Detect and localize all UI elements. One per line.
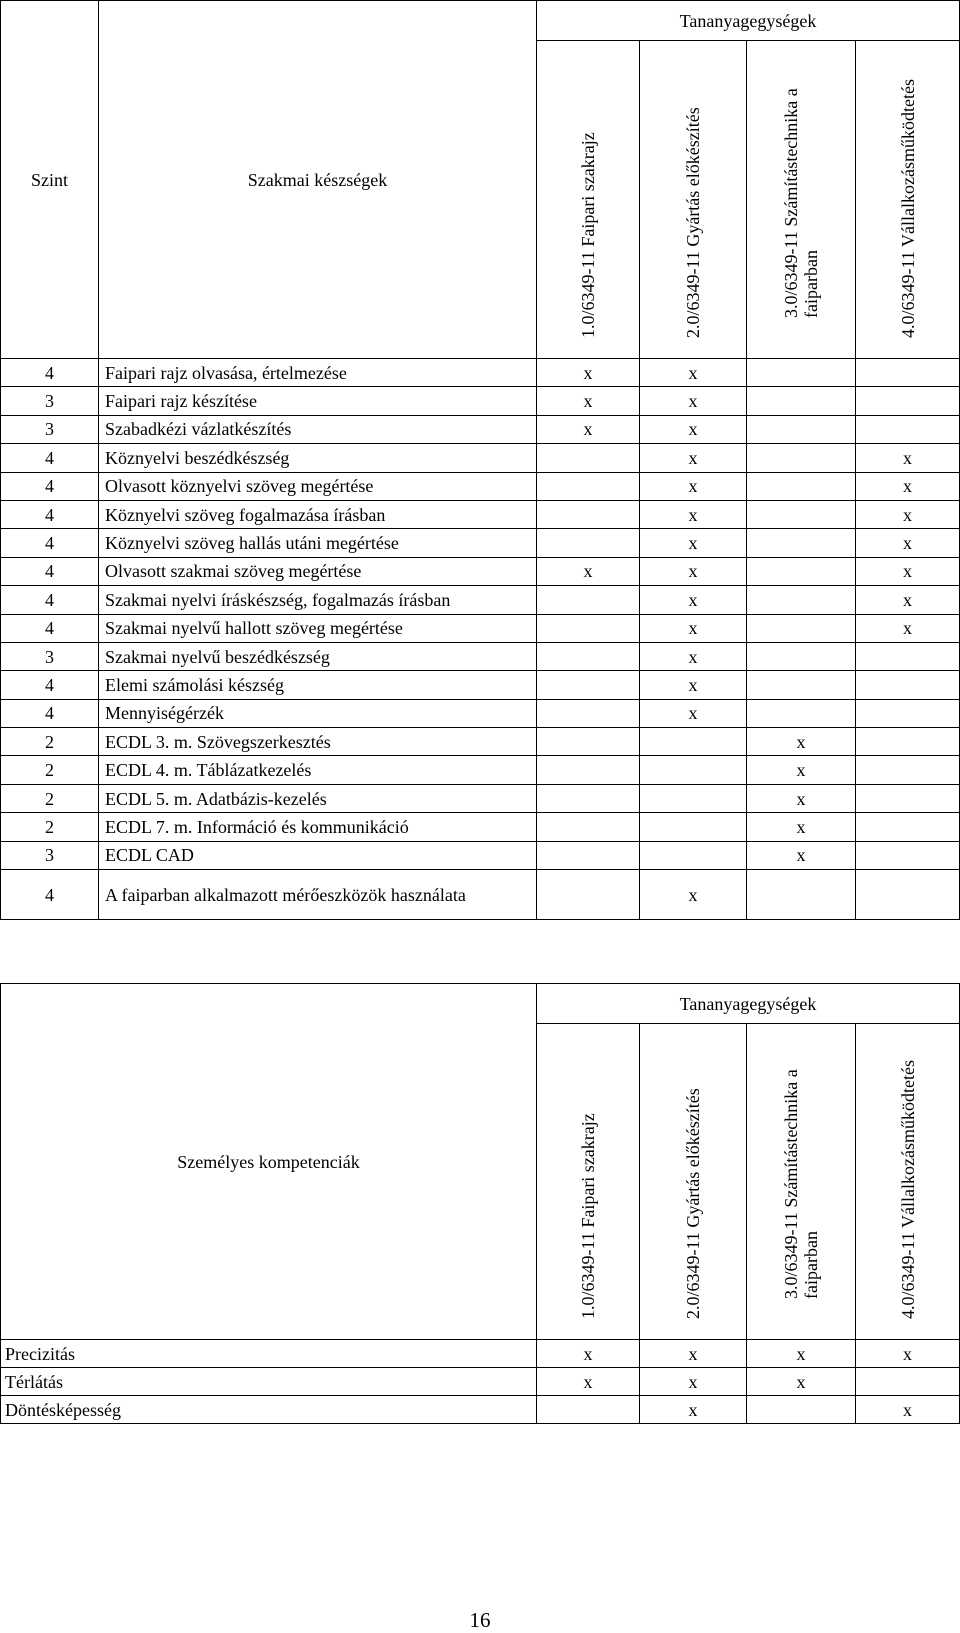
mark-cell: x: [640, 415, 747, 443]
table-row: [1, 870, 960, 920]
table-row: [1, 642, 960, 670]
module-header-4: [856, 41, 960, 359]
mark-cell: x: [640, 1368, 747, 1396]
mark-cell: [640, 728, 747, 756]
mark-cell: [747, 359, 856, 387]
mark-cell: x: [640, 387, 747, 415]
skill-cell: Faipari rajz olvasása, értelmezése: [99, 359, 537, 387]
skill-cell: ECDL 4. m. Táblázatkezelés: [99, 756, 537, 784]
skill-cell: Elemi számolási készség: [99, 671, 537, 699]
mark-cell: [856, 1368, 960, 1396]
table-row: [1, 756, 960, 784]
competency-cell: Térlátás: [1, 1368, 537, 1396]
table-row: [1, 415, 960, 443]
mark-cell: x: [856, 586, 960, 614]
mark-cell: x: [640, 586, 747, 614]
mark-cell: x: [640, 699, 747, 727]
mark-cell: x: [640, 642, 747, 670]
skill-cell: Szabadkézi vázlatkészítés: [99, 415, 537, 443]
skill-cell: Szakmai nyelvű hallott szöveg megértése: [99, 614, 537, 642]
table-row: [1, 671, 960, 699]
table-row: [1, 699, 960, 727]
mark-cell: [537, 870, 640, 920]
mark-cell: x: [640, 444, 747, 472]
skill-cell: Olvasott köznyelvi szöveg megértése: [99, 472, 537, 500]
module-header-label: 3.0/6349-11 Számítástechnika a: [781, 88, 801, 318]
mark-cell: x: [640, 500, 747, 528]
module-header-1: [537, 1024, 640, 1340]
mark-cell: [537, 784, 640, 812]
personal-competencies-table: [0, 983, 960, 1424]
mark-cell: x: [856, 1340, 960, 1368]
mark-cell: [747, 529, 856, 557]
level-cell: 2: [1, 756, 99, 784]
mark-cell: [747, 1396, 856, 1424]
module-header-label-line2: faiparban: [801, 1231, 821, 1299]
mark-cell: x: [747, 813, 856, 841]
module-header-1: [537, 41, 640, 359]
mark-cell: [640, 756, 747, 784]
level-cell: 4: [1, 557, 99, 585]
mark-cell: x: [747, 1340, 856, 1368]
module-header-2: [640, 41, 747, 359]
skill-cell: ECDL 5. m. Adatbázis-kezelés: [99, 784, 537, 812]
mark-cell: [747, 557, 856, 585]
level-cell: 4: [1, 870, 99, 920]
module-header-label: 1.0/6349-11 Faipari szakrajz: [578, 132, 598, 338]
skill-cell: ECDL 7. m. Információ és kommunikáció: [99, 813, 537, 841]
mark-cell: x: [856, 500, 960, 528]
mark-cell: [856, 870, 960, 920]
skill-cell: Köznyelvi szöveg hallás utáni megértése: [99, 529, 537, 557]
mark-cell: x: [747, 1368, 856, 1396]
mark-cell: x: [856, 444, 960, 472]
mark-cell: [747, 671, 856, 699]
level-cell: 4: [1, 444, 99, 472]
skill-cell: Mennyiségérzék: [99, 699, 537, 727]
mark-cell: [747, 614, 856, 642]
table-row: [1, 557, 960, 585]
level-cell: 3: [1, 387, 99, 415]
mark-cell: [856, 813, 960, 841]
table-row: [1, 1396, 960, 1424]
skill-cell: Köznyelvi szöveg fogalmazása írásban: [99, 500, 537, 528]
mark-cell: [747, 444, 856, 472]
module-header-4: [856, 1024, 960, 1340]
mark-cell: [747, 586, 856, 614]
skill-cell: Faipari rajz készítése: [99, 387, 537, 415]
level-cell: 4: [1, 614, 99, 642]
level-cell: 4: [1, 500, 99, 528]
mark-cell: x: [747, 784, 856, 812]
mark-cell: [856, 642, 960, 670]
mark-cell: x: [537, 415, 640, 443]
competency-cell: Döntésképesség: [1, 1396, 537, 1424]
mark-cell: [537, 444, 640, 472]
competency-rows: [1, 1340, 960, 1424]
table-row: [1, 614, 960, 642]
mark-cell: [537, 728, 640, 756]
mark-cell: [537, 472, 640, 500]
mark-cell: x: [640, 359, 747, 387]
skills-rows: [1, 359, 960, 870]
mark-cell: [537, 1396, 640, 1424]
mark-cell: x: [640, 870, 747, 920]
mark-cell: x: [856, 1396, 960, 1424]
level-cell: 3: [1, 841, 99, 869]
group-header: Tananyagegységek: [537, 1, 960, 41]
table-row: [1, 586, 960, 614]
mark-cell: [537, 813, 640, 841]
level-cell: 2: [1, 728, 99, 756]
table-row: [1, 784, 960, 812]
skill-cell: Szakmai nyelvű beszédkészség: [99, 642, 537, 670]
mark-cell: x: [856, 557, 960, 585]
mark-cell: [537, 699, 640, 727]
table-row: [1, 1368, 960, 1396]
module-header-label-line2: faiparban: [801, 250, 821, 318]
table-row: [1, 813, 960, 841]
module-header-label: 1.0/6349-11 Faipari szakrajz: [578, 1113, 598, 1319]
module-header-3: [747, 1024, 856, 1340]
mark-cell: x: [640, 529, 747, 557]
mark-cell: x: [856, 472, 960, 500]
mark-cell: x: [537, 557, 640, 585]
mark-cell: [856, 671, 960, 699]
mark-cell: x: [640, 557, 747, 585]
mark-cell: [747, 500, 856, 528]
skill-cell: ECDL 3. m. Szövegszerkesztés: [99, 728, 537, 756]
mark-cell: x: [640, 1340, 747, 1368]
module-header-label: 2.0/6349-11 Gyártás előkészítés: [683, 1088, 703, 1319]
skill-cell: Szakmai nyelvi íráskészség, fogalmazás írásban: [99, 586, 537, 614]
mark-cell: [537, 642, 640, 670]
table-row: [1, 444, 960, 472]
table-row: [1, 387, 960, 415]
mark-cell: [640, 841, 747, 869]
mark-cell: [537, 671, 640, 699]
mark-cell: x: [856, 529, 960, 557]
level-cell: 4: [1, 529, 99, 557]
mark-cell: x: [640, 1396, 747, 1424]
level-cell: 4: [1, 699, 99, 727]
mark-cell: [747, 415, 856, 443]
mark-cell: [856, 784, 960, 812]
skill-cell: Olvasott szakmai szöveg megértése: [99, 557, 537, 585]
mark-cell: x: [537, 359, 640, 387]
mark-cell: [856, 756, 960, 784]
level-cell: 2: [1, 784, 99, 812]
mark-cell: [537, 529, 640, 557]
level-cell: 4: [1, 671, 99, 699]
table-row: [1, 359, 960, 387]
mark-cell: x: [537, 387, 640, 415]
mark-cell: x: [640, 472, 747, 500]
mark-cell: x: [640, 671, 747, 699]
mark-cell: [747, 472, 856, 500]
module-header-3: [747, 41, 856, 359]
module-header-2: [640, 1024, 747, 1340]
level-cell: 3: [1, 415, 99, 443]
mark-cell: x: [537, 1340, 640, 1368]
mark-cell: [856, 387, 960, 415]
module-header-label: 2.0/6349-11 Gyártás előkészítés: [683, 107, 703, 338]
mark-cell: [537, 756, 640, 784]
mark-cell: [640, 784, 747, 812]
module-header-label: 4.0/6349-11 Vállalkozásműködtetés: [897, 79, 918, 338]
mark-cell: [537, 614, 640, 642]
mark-cell: x: [537, 1368, 640, 1396]
table-row: [1, 529, 960, 557]
table-row: [1, 728, 960, 756]
mark-cell: [747, 699, 856, 727]
table-row: [1, 841, 960, 869]
skill-cell: A faiparban alkalmazott mérőeszközök használata: [99, 870, 537, 920]
level-cell: 4: [1, 359, 99, 387]
mark-cell: [856, 728, 960, 756]
level-cell: 4: [1, 472, 99, 500]
mark-cell: [640, 813, 747, 841]
mark-cell: x: [747, 728, 856, 756]
level-cell: 4: [1, 586, 99, 614]
level-header: Szint: [1, 1, 99, 359]
group-header: Tananyagegységek: [537, 984, 960, 1024]
mark-cell: [856, 841, 960, 869]
skill-cell: Köznyelvi beszédkészség: [99, 444, 537, 472]
competency-cell: Precizitás: [1, 1340, 537, 1368]
mark-cell: [856, 415, 960, 443]
mark-cell: x: [747, 756, 856, 784]
mark-cell: [537, 500, 640, 528]
skill-cell: ECDL CAD: [99, 841, 537, 869]
mark-cell: [856, 359, 960, 387]
level-cell: 2: [1, 813, 99, 841]
mark-cell: [747, 870, 856, 920]
table-row: [1, 1340, 960, 1368]
skills-header: Szakmai készségek: [99, 1, 537, 359]
table-row: [1, 472, 960, 500]
mark-cell: x: [747, 841, 856, 869]
mark-cell: [537, 586, 640, 614]
mark-cell: x: [856, 614, 960, 642]
module-header-label: 3.0/6349-11 Számítástechnika a: [781, 1069, 801, 1299]
level-cell: 3: [1, 642, 99, 670]
mark-cell: [537, 841, 640, 869]
mark-cell: [747, 387, 856, 415]
competencies-header: Személyes kompetenciák: [1, 984, 537, 1340]
mark-cell: [856, 699, 960, 727]
module-header-label: 4.0/6349-11 Vállalkozásműködtetés: [897, 1060, 918, 1319]
mark-cell: [747, 642, 856, 670]
table-row: [1, 500, 960, 528]
mark-cell: x: [640, 614, 747, 642]
page-number: 16: [469, 1608, 491, 1632]
